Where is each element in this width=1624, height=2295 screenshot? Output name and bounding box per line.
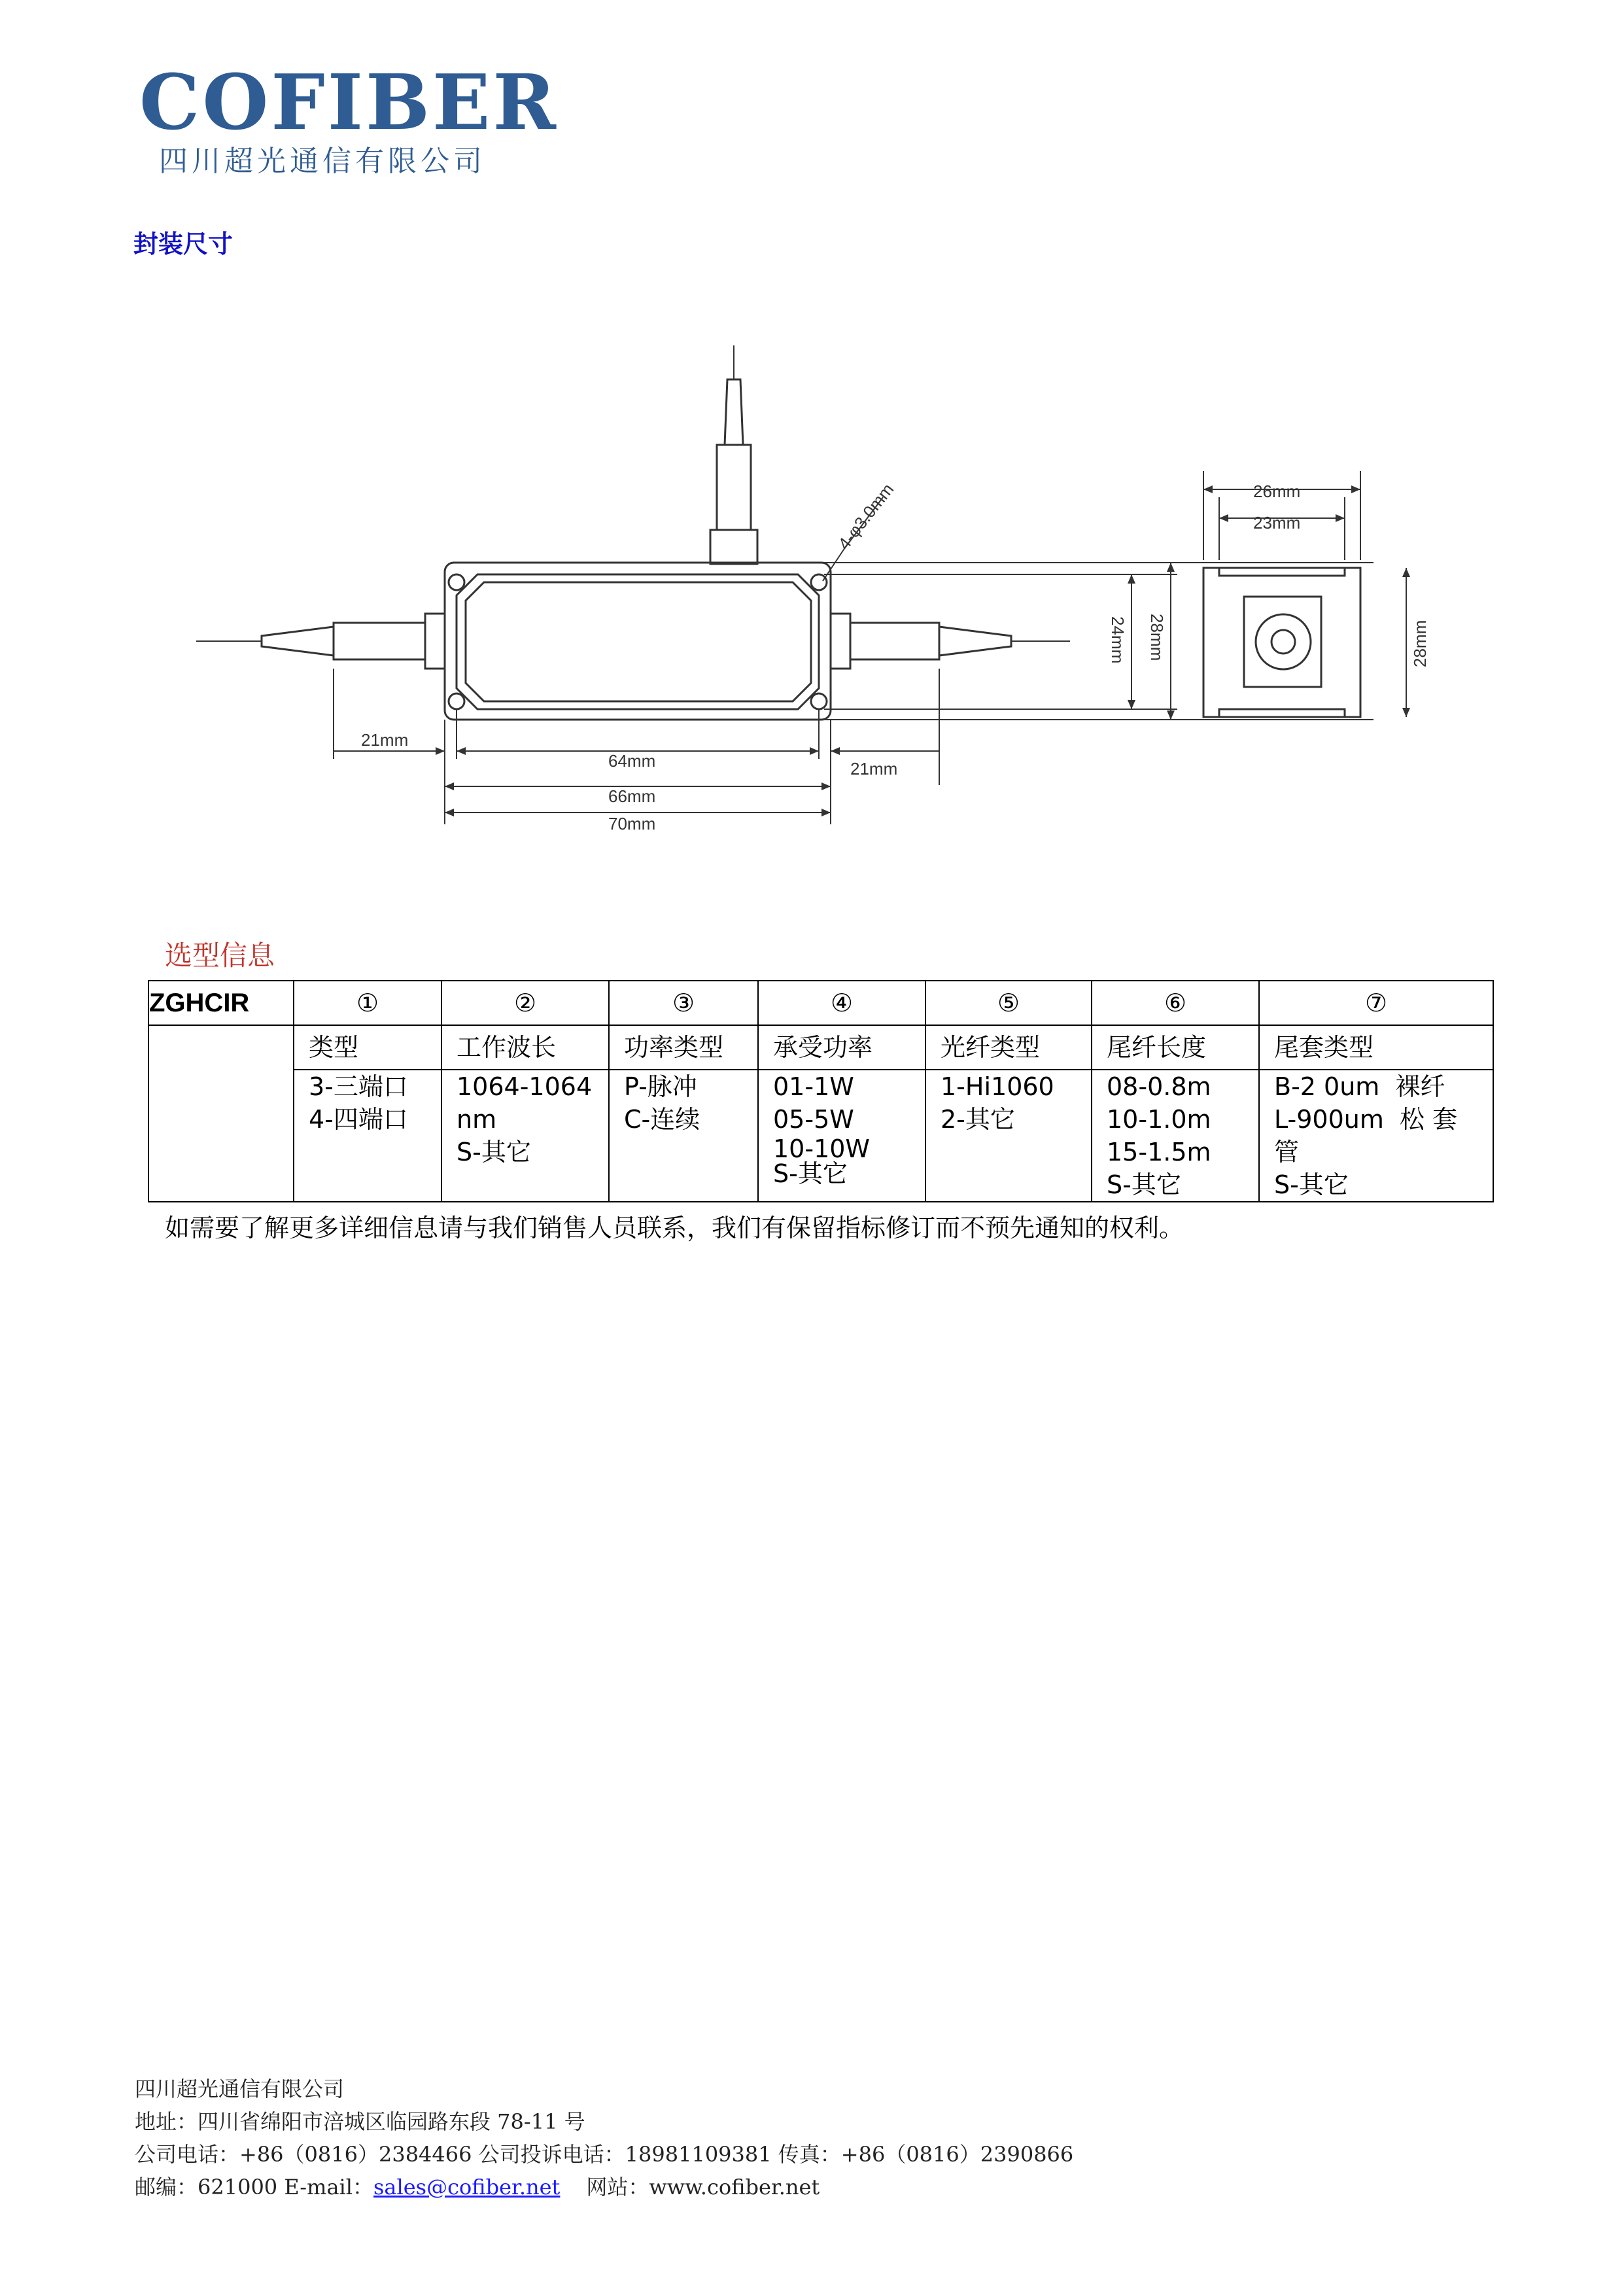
dim-side-28mm: 28mm (1410, 620, 1430, 667)
option-value: 10-1.0m (1107, 1105, 1211, 1134)
footer-postcode: 邮编：621000 E-mail： (135, 2175, 373, 2199)
dim-24mm: 24mm (1108, 616, 1128, 664)
code-number: ③ (609, 981, 758, 1025)
code-number: ⑤ (925, 981, 1092, 1025)
company-logo (139, 58, 559, 178)
option-value: 05-5W (773, 1105, 854, 1134)
code-number: ① (294, 981, 441, 1025)
code-number: ② (441, 981, 609, 1025)
footer-phones: 公司电话：+86（0816）2384466 公司投诉电话：18981109381 传真：+86（0816）2390866 (135, 2142, 1074, 2167)
dim-side-23mm: 23mm (1253, 513, 1301, 533)
package-drawing (190, 340, 1432, 864)
code-number: ⑥ (1092, 981, 1259, 1025)
options-cell (925, 1070, 1092, 1202)
options-cell (1092, 1070, 1259, 1202)
code-number: ④ (758, 981, 925, 1025)
options-cell (758, 1070, 925, 1202)
option-value: S-其它 (773, 1159, 848, 1188)
footer-address: 地址：四川省绵阳市涪城区临园路东段 78-11 号 (135, 2109, 585, 2134)
table-row (148, 1070, 1493, 1202)
column-header: 尾套类型 (1259, 1025, 1493, 1070)
selection-table (148, 980, 1494, 1202)
dim-left-pigtail: 21mm (361, 730, 409, 750)
column-header: 功率类型 (609, 1025, 758, 1070)
options-cell (441, 1070, 609, 1202)
dim-28mm: 28mm (1147, 614, 1167, 661)
option-value: 1064-1064 (457, 1072, 593, 1101)
option-value: 10-10W (773, 1134, 870, 1163)
footer-contact (135, 2171, 820, 2201)
option-value: nm (457, 1105, 497, 1134)
column-header: 承受功率 (758, 1025, 925, 1070)
option-value: 01-1W (773, 1072, 854, 1101)
logo-wordmark: COFIBER (139, 58, 559, 147)
option-value: 15-1.5m (1107, 1138, 1211, 1166)
dim-70mm: 70mm (608, 814, 656, 833)
option-value: L-900um 松 套 (1274, 1105, 1458, 1134)
column-header: 类型 (294, 1025, 441, 1070)
code-number: ⑦ (1259, 981, 1493, 1025)
dim-right-pigtail: 21mm (850, 759, 898, 779)
disclaimer-note: 如需要了解更多详细信息请与我们销售人员联系，我们有保留指标修订而不预先通知的权利。 (165, 1214, 1184, 1242)
option-value: S-其它 (1274, 1170, 1349, 1199)
option-value: C-连续 (624, 1105, 700, 1134)
option-value: 3-三端口 (309, 1072, 408, 1101)
option-value: S-其它 (1107, 1170, 1181, 1199)
dim-hole-label: 4-φ3.0mm (834, 480, 898, 553)
options-cell (1259, 1070, 1493, 1202)
options-cell (609, 1070, 758, 1202)
empty-cell (148, 1025, 294, 1202)
option-value: 2-其它 (941, 1105, 1015, 1134)
option-value: 4-四端口 (309, 1105, 408, 1134)
option-value: 管 (1274, 1138, 1300, 1166)
option-value: B-2 0um 裸纤 (1274, 1072, 1445, 1101)
footer-company: 四川超光通信有限公司 (135, 2076, 345, 2101)
column-header: 工作波长 (441, 1025, 609, 1070)
table-row (148, 1025, 1493, 1070)
table-row (148, 981, 1493, 1025)
dim-64mm: 64mm (608, 751, 656, 771)
package-dimensions-title: 封装尺寸 (133, 230, 233, 258)
option-value: 08-0.8m (1107, 1072, 1211, 1101)
option-value: P-脉冲 (624, 1072, 697, 1101)
footer-website: 网站：www.cofiber.net (586, 2175, 820, 2199)
option-value: 1-Hi1060 (941, 1072, 1054, 1101)
option-value: S-其它 (457, 1138, 531, 1166)
dim-side-26mm: 26mm (1253, 482, 1301, 501)
dim-66mm: 66mm (608, 786, 656, 806)
model-code: ZGHCIR (148, 981, 294, 1025)
logo-subtitle: 四川超光通信有限公司 (159, 145, 486, 178)
column-header: 尾纤长度 (1092, 1025, 1259, 1070)
email-link[interactable]: sales@cofiber.net (373, 2175, 561, 2199)
selection-title: 选型信息 (165, 939, 275, 972)
options-cell (294, 1070, 441, 1202)
column-header: 光纤类型 (925, 1025, 1092, 1070)
